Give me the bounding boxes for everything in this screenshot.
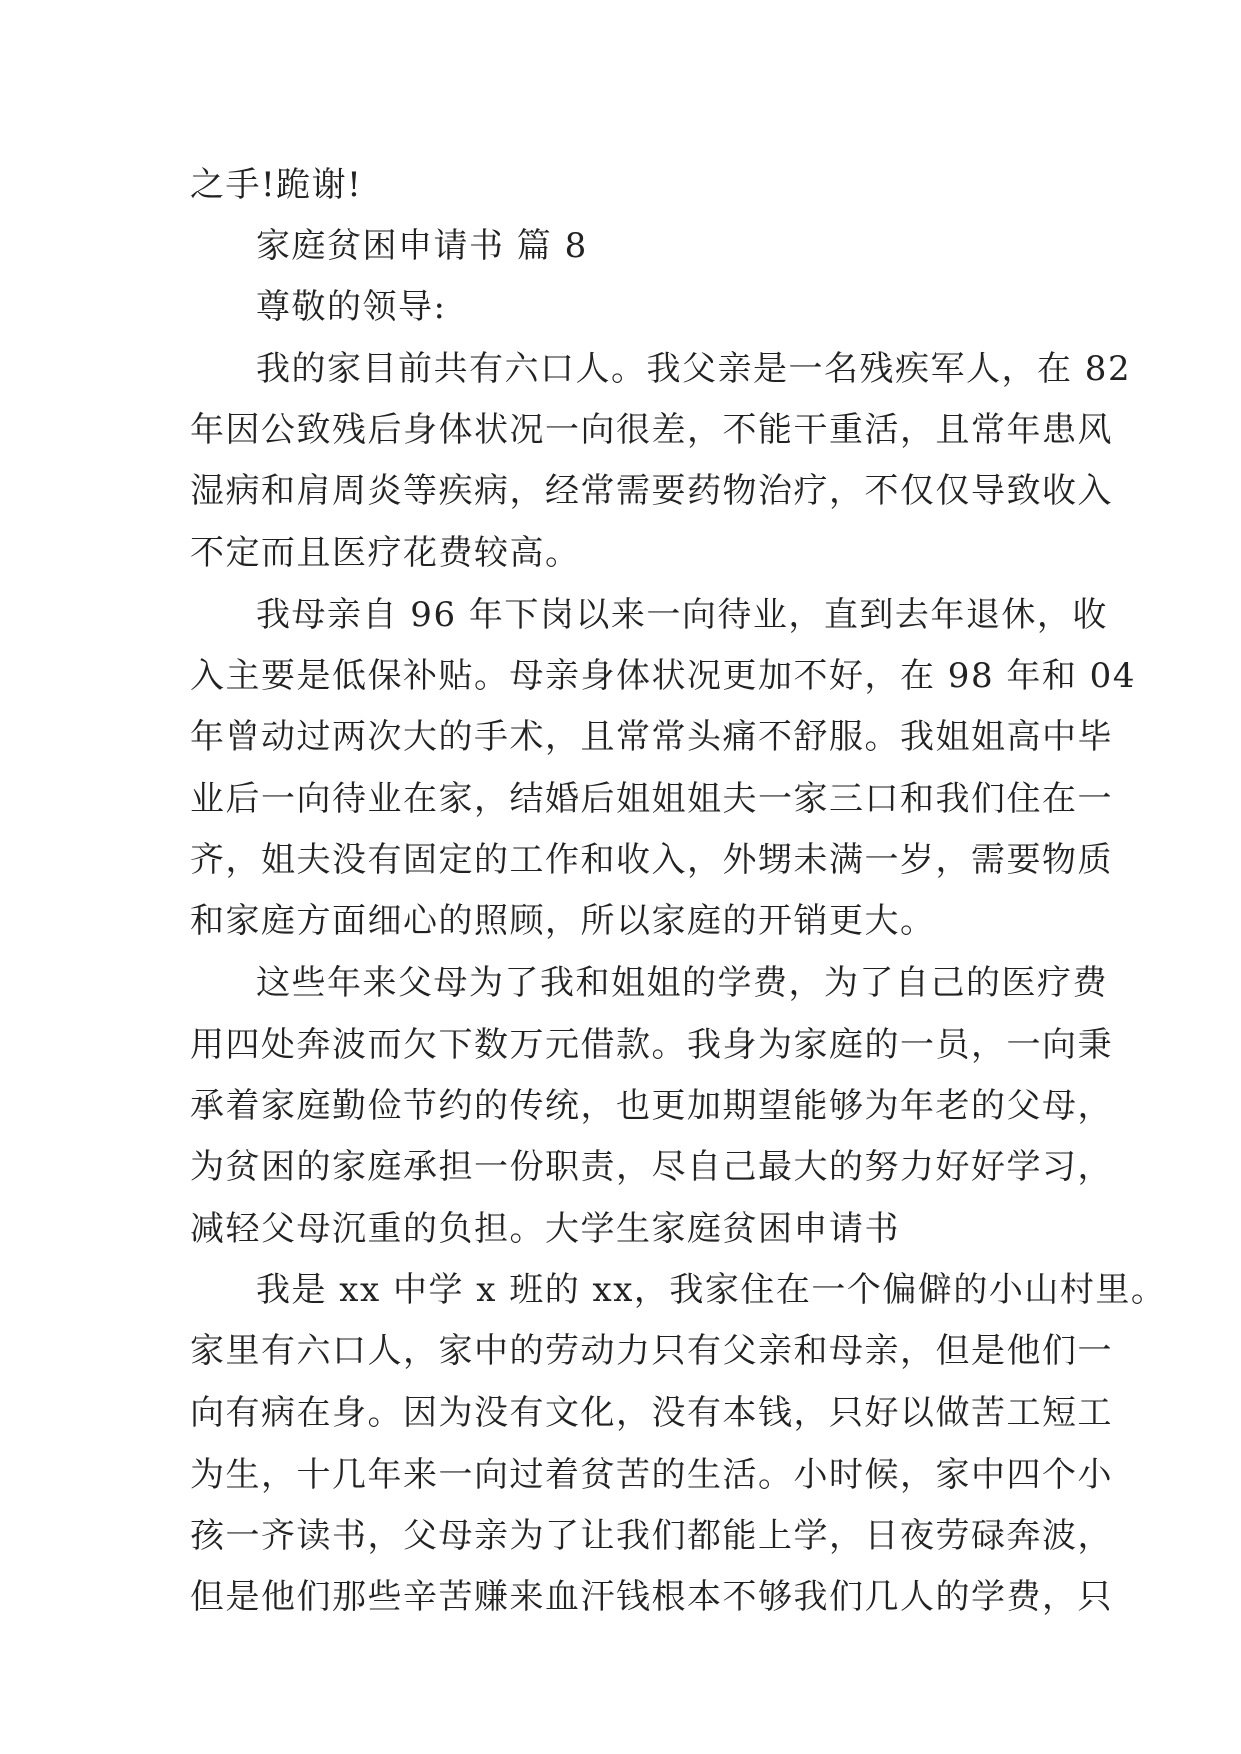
text-line: 承着家庭勤俭节约的传统，也更加期望能够为年老的父母， [190, 1086, 1113, 1126]
text-line: 之手!跪谢! [190, 165, 363, 205]
text-line: 为生，十几年来一向过着贫苦的生活。小时候，家中四个小 [190, 1455, 1113, 1495]
text-line: 年因公致残后身体状况一向很差，不能干重活，且常年患风 [190, 410, 1113, 450]
text-line: 为贫困的家庭承担一份职责，尽自己最大的努力好好学习， [190, 1147, 1113, 1187]
text-line: 我的家目前共有六口人。我父亲是一名残疾军人，在 82 [256, 349, 1132, 389]
text-line: 入主要是低保补贴。母亲身体状况更加不好，在 98 年和 04 [190, 656, 1136, 696]
salutation: 尊敬的领导: [256, 287, 447, 327]
text-line: 家里有六口人，家中的劳动力只有父亲和母亲，但是他们一 [190, 1331, 1113, 1371]
text-line: 和家庭方面细心的照顾，所以家庭的开销更大。 [190, 901, 936, 941]
text-line: 我母亲自 96 年下岗以来一向待业，直到去年退休，收 [256, 595, 1108, 635]
text-line: 减轻父母沉重的负担。大学生家庭贫困申请书 [190, 1209, 900, 1249]
text-line: 业后一向待业在家，结婚后姐姐姐夫一家三口和我们住在一 [190, 779, 1113, 819]
text-line: 不定而且医疗花费较高。 [190, 533, 581, 573]
text-line: 这些年来父母为了我和姐姐的学费，为了自己的医疗费 [256, 963, 1108, 1003]
text-line: 湿病和肩周炎等疾病，经常需要药物治疗，不仅仅导致收入 [190, 471, 1113, 511]
text-line: 齐，姐夫没有固定的工作和收入，外甥未满一岁，需要物质 [190, 840, 1113, 880]
text-line: 孩一齐读书，父母亲为了让我们都能上学，日夜劳碌奔波， [190, 1516, 1113, 1556]
text-line: 向有病在身。因为没有文化，没有本钱，只好以做苦工短工 [190, 1393, 1113, 1433]
text-line: 我是 xx 中学 x 班的 xx，我家住在一个偏僻的小山村里。 [256, 1270, 1167, 1310]
section-heading: 家庭贫困申请书 篇 8 [256, 226, 588, 266]
text-line: 但是他们那些辛苦赚来血汗钱根本不够我们几人的学费，只 [190, 1577, 1113, 1617]
text-line: 用四处奔波而欠下数万元借款。我身为家庭的一员，一向秉 [190, 1025, 1113, 1065]
text-line: 年曾动过两次大的手术，且常常头痛不舒服。我姐姐高中毕 [190, 717, 1113, 757]
